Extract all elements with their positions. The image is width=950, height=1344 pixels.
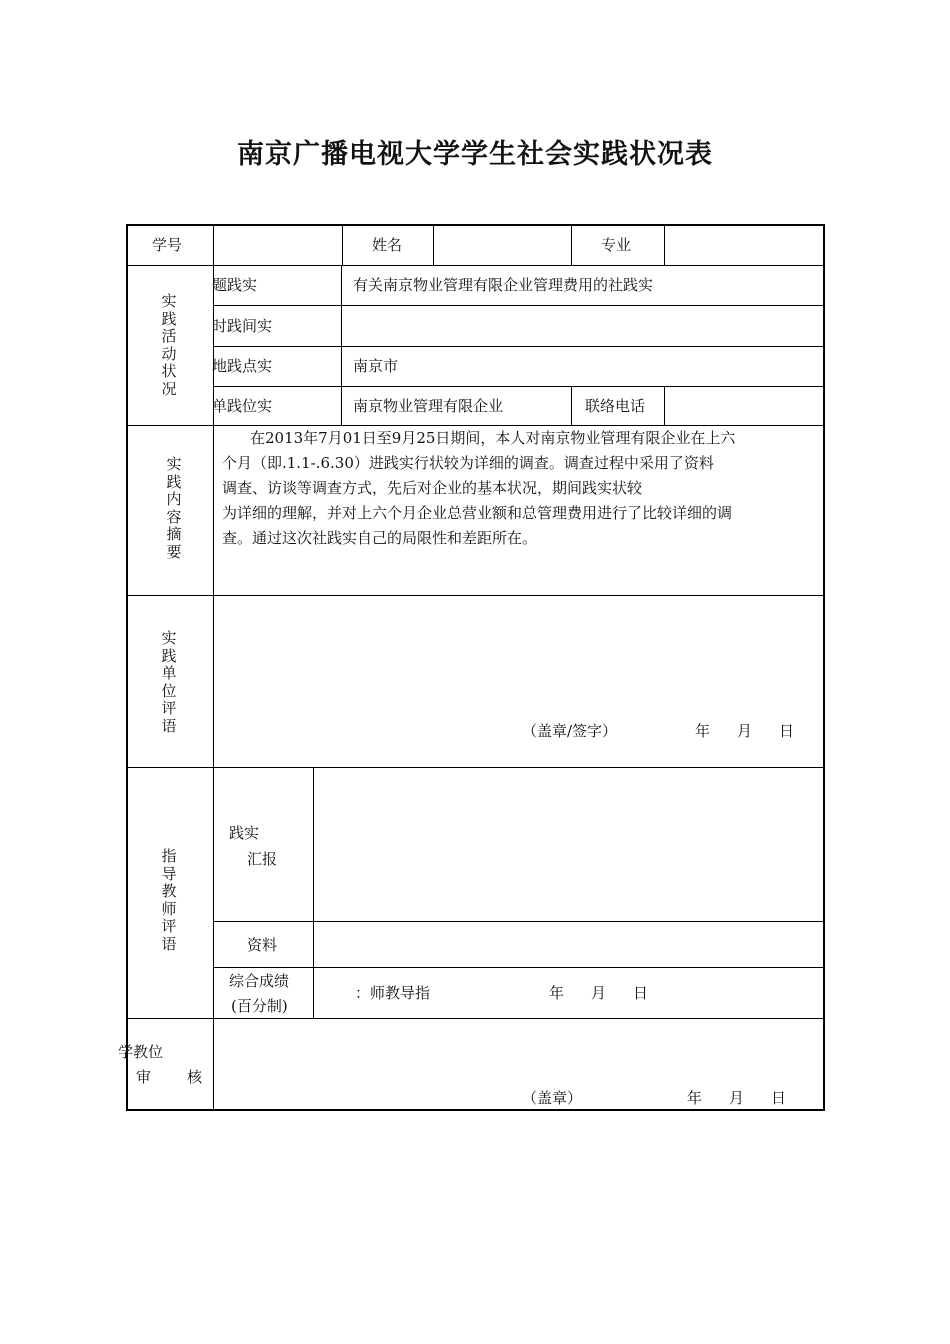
summary-line: 调查、访谈等调查方式，先后对企业的基本状况，期间践实状较 [222,479,643,497]
row-divider [126,265,824,266]
summary-section-label: 实践内容摘要 [166,455,182,561]
unit-value[interactable]: 南京物业管理有限企业 [353,397,504,415]
report-comment-area[interactable] [315,769,822,919]
report-label-line1: 践实 [229,824,260,842]
column-divider [571,224,572,265]
row-divider [213,346,824,347]
major-field[interactable] [666,226,822,264]
place-label: 地践点实 [212,357,273,375]
name-label: 姓名 [372,236,403,254]
table-border-right [823,224,825,1111]
column-divider [664,386,665,425]
teacher-day: 日 [633,984,649,1002]
column-divider [664,224,665,265]
major-label: 专业 [601,236,632,254]
time-value[interactable] [353,316,753,336]
row-divider [213,386,824,387]
student-id-field[interactable] [215,226,341,264]
materials-label: 资料 [247,936,278,954]
row-divider [213,967,824,968]
report-label-line2: 汇报 [247,850,278,868]
phone-label: 联络电话 [585,397,646,415]
summary-text[interactable] [222,426,735,551]
teacher-eval-section-label: 指导教师评语 [161,847,177,953]
school-month: 月 [729,1089,745,1107]
name-field[interactable] [435,226,570,264]
school-year: 年 [687,1089,703,1107]
row-divider [213,921,824,922]
unit-eval-month: 月 [737,722,753,740]
activity-section-label: 实践活动状况 [161,292,177,398]
school-review-label-shen: 审 [136,1068,152,1086]
time-label: 时践间实 [212,317,273,335]
school-review-label-line1: 学教位 [118,1043,164,1061]
summary-line: 为详细的理解，并对上六个月企业总营业额和总管理费用进行了比较详细的调 [222,504,733,522]
row-divider [126,1018,824,1019]
unit-label: 单践位实 [212,397,273,415]
phone-value[interactable] [666,388,822,424]
school-day: 日 [771,1089,787,1107]
page-title: 南京广播电视大学学生社会实践状况表 [237,139,713,170]
table-border-bottom [126,1109,824,1111]
column-divider [313,767,314,1018]
unit-seal-sign: （盖章/签字） [522,722,618,740]
summary-line: 查。通过这次社践实自己的局限性和差距所在。 [222,529,538,547]
teacher-signature[interactable]: ：师教导指 [355,984,431,1002]
column-divider [433,224,434,265]
materials-comment-area[interactable] [315,923,822,966]
summary-line: 在2013年7月01日至9月25日期间，本人对南京物业管理有限企业在上六 [250,429,736,447]
column-divider [341,265,342,425]
score-label-line2: (百分制) [231,997,288,1015]
score-label-line1: 综合成绩 [229,972,290,990]
row-divider [126,767,824,768]
summary-line: 个月（即.1.1-.6.30）进践实行状较为详细的调查。调查过程中采用了资料 [222,454,714,472]
row-divider [126,595,824,596]
school-review-area[interactable] [215,1020,822,1080]
table-border-left [126,224,128,1111]
school-seal: （盖章） [522,1089,583,1107]
student-id-label: 学号 [152,236,183,254]
unit-eval-year: 年 [695,722,711,740]
practice-form-table [118,224,824,1110]
unit-eval-day: 日 [779,722,795,740]
column-divider [342,224,343,265]
unit-eval-area[interactable] [215,597,822,717]
school-review-label-he: 核 [187,1068,203,1086]
teacher-month: 月 [591,984,607,1002]
topic-value[interactable]: 有关南京物业管理有限企业管理费用的社践实 [353,276,654,294]
teacher-year: 年 [549,984,565,1002]
place-value[interactable]: 南京市 [353,357,399,375]
row-divider [213,305,824,306]
unit-eval-section-label: 实践单位评语 [161,629,177,735]
column-divider [571,386,572,425]
topic-label: 题践实 [212,276,258,294]
